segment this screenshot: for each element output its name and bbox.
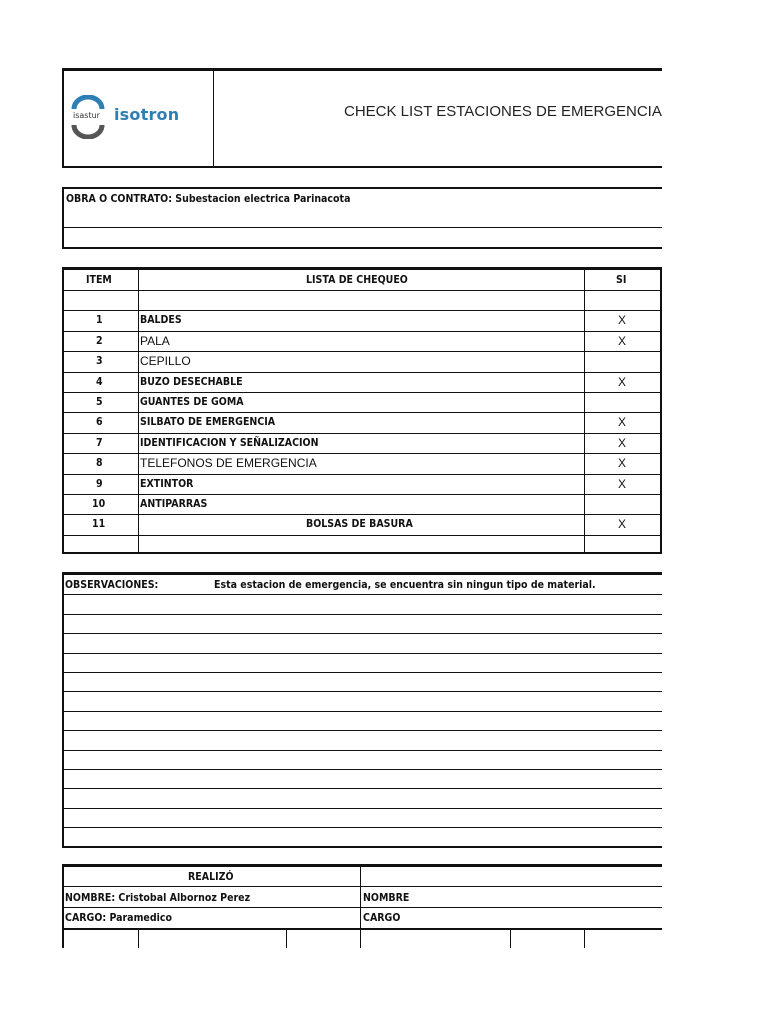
row-divider <box>64 412 662 413</box>
row-divider <box>64 535 662 536</box>
page-title: CHECK LIST ESTACIONES DE EMERGENCIA <box>344 103 662 120</box>
row-divider <box>64 474 662 475</box>
signature-block <box>62 864 662 948</box>
row-divider <box>64 372 662 373</box>
header-block <box>62 68 662 168</box>
row-divider <box>64 494 662 495</box>
observaciones-line <box>64 750 662 751</box>
observaciones-line <box>64 633 662 634</box>
row-divider <box>64 310 662 311</box>
cargo-label: CARGO: <box>65 911 107 924</box>
checklist-item-label: SILBATO DE EMERGENCIA <box>140 415 276 429</box>
obra-block <box>62 187 662 249</box>
checklist-si-mark: X <box>618 517 627 532</box>
row-divider <box>64 453 662 454</box>
col-header-item: ITEM <box>86 273 112 286</box>
checklist-item-number: 3 <box>96 354 103 368</box>
obra-value: Subestacion electrica Parinacota <box>175 192 351 205</box>
checklist-item-number: 4 <box>96 374 103 388</box>
row-divider <box>64 514 662 515</box>
checklist-item-label: PALA <box>140 333 170 348</box>
checklist-item-number: 11 <box>92 517 106 531</box>
checklist-item-number: 8 <box>96 456 103 470</box>
checklist-si-mark: X <box>618 415 627 430</box>
checklist-item-label: GUANTES DE GOMA <box>140 395 244 408</box>
checklist-si-mark: X <box>618 435 627 450</box>
observaciones-line <box>64 827 662 828</box>
checklist-item-number: 2 <box>96 333 103 347</box>
checklist-item-number: 10 <box>92 497 106 510</box>
row-divider <box>64 392 662 393</box>
checklist-item-label: CEPILLO <box>140 354 191 369</box>
observaciones-line <box>64 672 662 673</box>
nombre-line <box>65 891 250 904</box>
observaciones-line <box>64 653 662 654</box>
observaciones-line <box>64 769 662 770</box>
row-divider <box>64 290 662 291</box>
col-divider <box>510 928 511 948</box>
col-divider <box>138 928 139 948</box>
logo-cell <box>64 71 214 166</box>
checklist-table <box>62 267 662 554</box>
divider <box>64 928 662 930</box>
logo-isastur-text: isastur <box>73 111 100 120</box>
observaciones-line <box>64 788 662 789</box>
checklist-item-number: 5 <box>96 395 103 408</box>
nombre-value: Cristobal Albornoz Perez <box>118 891 251 904</box>
cargo-line <box>65 911 172 924</box>
observaciones-block <box>62 572 662 848</box>
row-divider <box>64 351 662 352</box>
observaciones-line <box>64 730 662 731</box>
cargo2-label: CARGO <box>363 911 401 924</box>
checklist-si-mark: X <box>618 476 627 491</box>
col-header-si: SI <box>616 273 627 286</box>
observaciones-line <box>64 614 662 615</box>
checklist-item-label: TELEFONOS DE EMERGENCIA <box>140 456 317 471</box>
observaciones-text: Esta estacion de emergencia, se encuentra sin ningun tipo de material. <box>214 578 596 591</box>
observaciones-line <box>64 594 662 595</box>
col-divider <box>584 270 585 552</box>
row-divider <box>64 433 662 434</box>
nombre2-label: NOMBRE <box>363 891 410 904</box>
col-divider <box>360 867 361 948</box>
checklist-item-number: 6 <box>96 415 103 429</box>
checklist-si-mark: X <box>618 313 627 328</box>
col-divider <box>660 270 662 552</box>
divider <box>64 907 662 908</box>
observaciones-line <box>64 691 662 692</box>
observaciones-label: OBSERVACIONES: <box>65 578 159 591</box>
checklist-item-number: 1 <box>96 313 103 327</box>
checklist-si-mark: X <box>618 456 627 471</box>
checklist-si-mark: X <box>618 374 627 389</box>
checklist-item-label: ANTIPARRAS <box>140 497 208 510</box>
col-divider <box>286 928 287 948</box>
checklist-item-number: 7 <box>96 435 103 449</box>
realizo-label: REALIZÓ <box>188 870 234 883</box>
observaciones-line <box>64 808 662 809</box>
checklist-item-label: IDENTIFICACION Y SEÑALIZACION <box>140 435 319 449</box>
checklist-item-label: BUZO DESECHABLE <box>140 374 243 388</box>
col-divider <box>138 270 139 552</box>
observaciones-line <box>64 711 662 712</box>
divider <box>64 227 662 228</box>
obra-line <box>66 192 350 205</box>
checklist-item-label: BOLSAS DE BASURA <box>306 517 413 531</box>
logo-isotron-text: isotron <box>114 105 180 124</box>
checklist-item-label: BALDES <box>140 313 182 327</box>
col-header-lista: LISTA DE CHEQUEO <box>306 273 408 286</box>
cargo-value: Paramedico <box>109 911 172 924</box>
row-divider <box>64 331 662 332</box>
checklist-item-label: EXTINTOR <box>140 476 194 490</box>
col-divider <box>584 928 585 948</box>
divider <box>64 886 662 887</box>
checklist-si-mark: X <box>618 333 627 348</box>
checklist-item-number: 9 <box>96 476 103 490</box>
nombre-label: NOMBRE: <box>65 891 116 904</box>
obra-label: OBRA O CONTRATO: <box>66 192 172 205</box>
